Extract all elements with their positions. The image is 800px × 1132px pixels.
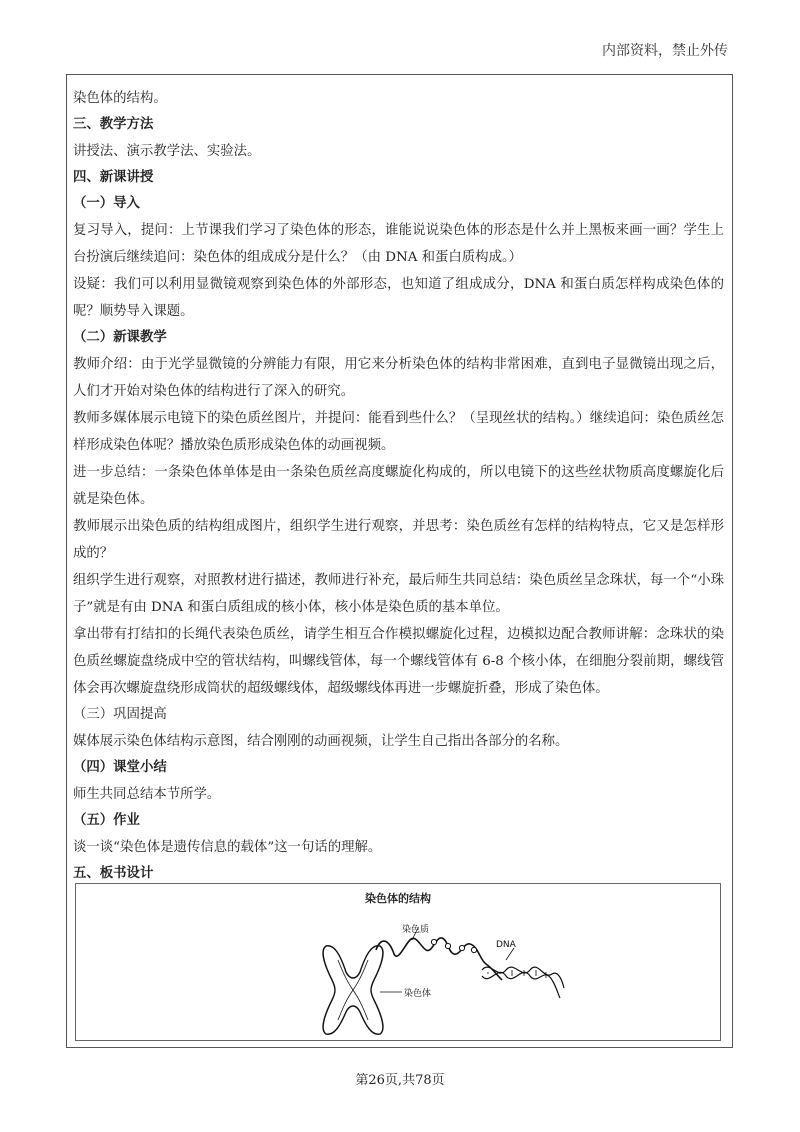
paragraph: 教师多媒体展示电镜下的染色质丝图片，并提问：能看到些什么？（呈现丝状的结构。）继续追问：染色质丝怎样形成染色体呢？播放染色质形成染色体的动画视频。 [73,411,724,453]
paragraph: 教师展示出染色质的结构组成图片，组织学生进行观察，并思考：染色质丝有怎样的结构特点，它又是怎样形成的？ [73,519,724,561]
paragraph: 媒体展示染色体结构示意图，结合刚刚的动画视频，让学生自己指出各部分的名称。 [73,734,569,749]
label-chromosome: 染色体 [404,989,432,999]
paragraph: 讲授法、演示教学法、实验法。 [73,144,261,159]
subheading-introduction: （一）导入 [73,196,140,211]
label-chromatin: 染色质 [402,925,430,935]
chromosome-shape [323,946,383,1035]
watermark: 内部资料，禁止外传 [602,43,728,59]
paragraph: 设疑：我们可以利用显微镜观察到染色体的外部形态，也知道了组成成分，DNA 和蛋白质怎样构成染色体的呢？顺势导入课题。 [73,277,724,319]
page-number: 第26页,共78页 [355,1073,445,1088]
chromosome-diagram [76,884,722,1042]
subheading-summary: （四）课堂小结 [73,760,167,775]
paragraph: 教师介绍：由于光学显微镜的分辨能力有限，用它来分析染色体的结构非常困难，直到电子显微镜出现之后，人们才开始对染色体的结构进行了深入的研究。 [73,357,724,399]
paragraph: 拿出带有打结扣的长绳代表染色质丝，请学生相互合作模拟螺旋化过程，边模拟边配合教师讲解：念珠状的染色质丝螺旋盘绕成中空的管状结构，叫螺线管体，每一个螺线管体有 6-8 个核小体，在细胞分裂前期，螺线管体会再次螺旋盘绕形成筒状的超级螺线体，超级螺线体再进一步螺旋折叠，形成了染色体。 [73,627,724,696]
section-heading-methods: 三、教学方法 [73,117,154,132]
subheading-homework: （五）作业 [73,813,140,828]
lesson-content [73,85,724,887]
chromatin-fiber [376,938,502,980]
paragraph: 染色体的结构。 [73,91,167,106]
nucleosome-beads [431,939,476,952]
paragraph: 组织学生进行观察，对照教材进行描述，教师进行补充，最后师生共同总结：染色质丝呈念珠状，每一个“小珠子”就是有由 DNA 和蛋白质组成的核小体，核小体是染色质的基本单位。 [73,573,724,615]
paragraph: 师生共同总结本节所学。 [73,787,221,802]
section-heading-board-design: 五、板书设计 [73,866,154,881]
board-title: 染色体的结构 [365,892,431,905]
paragraph: 谈一谈“染色体是遗传信息的载体”这一句话的理解。 [73,840,382,855]
subheading-consolidation: （三）巩固提高 [73,707,167,722]
lesson-plan-frame [66,74,733,1048]
subheading-new-teaching: （二）新课教学 [73,330,167,345]
label-dna: DNA [496,940,516,950]
paragraph: 进一步总结：一条染色体单体是由一条染色质丝高度螺旋化构成的，所以电镜下的这些丝状物质高度螺旋化后就是染色体。 [73,465,724,507]
board-design-box [75,883,721,1041]
section-heading-new-lesson: 四、新课讲授 [73,170,154,185]
paragraph: 复习导入，提问：上节课我们学习了染色体的形态，谁能说说染色体的形态是什么并上黑板来画一画？学生上台扮演后继续追问：染色体的组成成分是什么？（由 DNA 和蛋白质构成。） [73,223,724,265]
